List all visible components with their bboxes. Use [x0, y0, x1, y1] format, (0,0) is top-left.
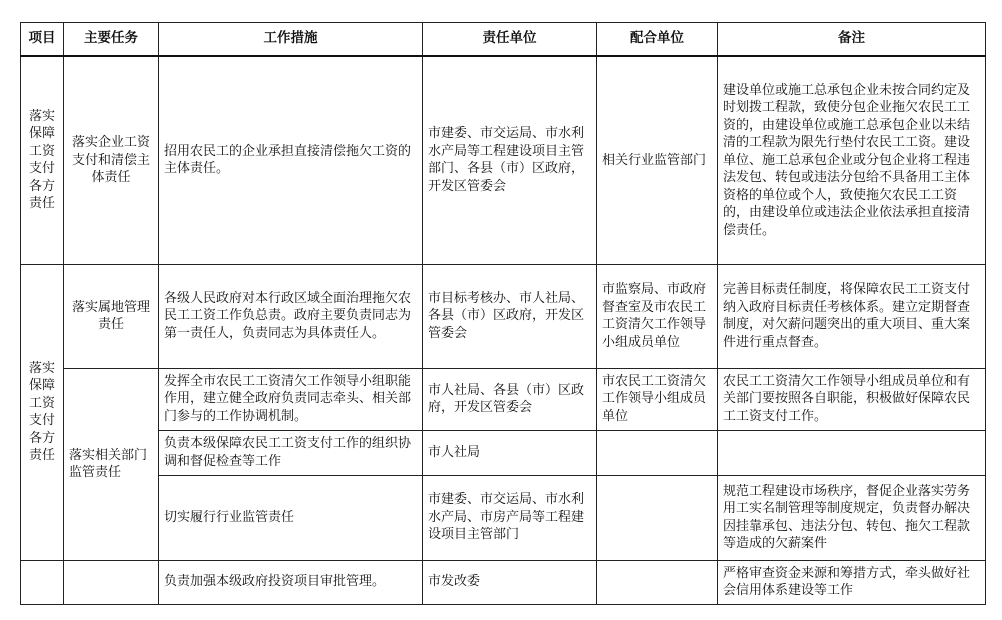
project-cell: 落实保障工资支付各方责任	[21, 56, 64, 264]
cooperating-unit-cell: 市农民工工资清欠工作领导小组成员单位	[597, 368, 718, 430]
header-cooperating-unit: 配合单位	[597, 23, 718, 57]
table-row	[21, 368, 986, 430]
task-cell: 落实企业工资支付和清偿主体责任	[64, 56, 159, 264]
table-row	[21, 56, 986, 264]
responsible-unit-cell: 市建委、市交运局、市水利水产局等工程建设项目主管部门、各县（市）区政府，开发区管委会	[423, 56, 597, 264]
cooperating-unit-cell: 相关行业监管部门	[597, 56, 718, 264]
header-row	[21, 23, 986, 57]
remark-cell: 严格审查资金来源和筹措方式，牵头做好社会信用体系建设等工作	[718, 560, 986, 604]
measure-cell: 负责加强本级政府投资项目审批管理。	[159, 560, 423, 604]
measure-cell: 切实履行行业监管责任	[159, 475, 423, 560]
cooperating-unit-cell	[597, 560, 718, 604]
responsible-unit-cell: 市发改委	[423, 560, 597, 604]
table-row	[21, 475, 986, 560]
header-project: 项目	[21, 23, 64, 57]
task-cell: 落实属地管理责任	[64, 264, 159, 368]
responsible-unit-cell: 市人社局、各县（市）区政府，开发区管委会	[423, 368, 597, 430]
project-cell	[21, 560, 64, 604]
measure-cell: 招用农民工的企业承担直接清偿拖欠工资的主体责任。	[159, 56, 423, 264]
cooperating-unit-cell	[597, 430, 718, 475]
remark-cell: 农民工工资清欠工作领导小组成员单位和有关部门要按照各自职能，积极做好保障农民工工资支付工作。	[718, 368, 986, 430]
remark-cell: 建设单位或施工总承包企业未按合同约定及时划拨工程款，致使分包企业拖欠农民工工资的，由建设单位或施工总承包企业以未结清的工程款为限先行垫付农民工工资。建设单位、施工总承包企业或分包企业将工程违法发包、转包或违法分包给不具备用工主体资格的单位或个人，致使拖欠农民工工资的，由建设单位或违法企业依法承担直接清偿责任。	[718, 56, 986, 264]
task-cell: 落实相关部门监管责任	[64, 368, 159, 560]
header-measures: 工作措施	[159, 23, 423, 57]
measure-cell: 负责本级保障农民工工资支付工作的组织协调和督促检查等工作	[159, 430, 423, 475]
policy-table	[20, 22, 986, 605]
remark-cell	[718, 430, 986, 475]
responsible-unit-cell: 市人社局	[423, 430, 597, 475]
measure-cell: 各级人民政府对本行政区域全面治理拖欠农民工工资工作负总责。政府主要负责同志为第一责任人，负责同志为具体责任人。	[159, 264, 423, 368]
table-row	[21, 430, 986, 475]
responsible-unit-cell: 市目标考核办、市人社局、各县（市）区政府，开发区管委会	[423, 264, 597, 368]
project-cell: 落实保障工资支付各方责任	[21, 264, 64, 560]
header-responsible-unit: 责任单位	[423, 23, 597, 57]
remark-cell: 完善目标责任制度，将保障农民工工资支付纳入政府目标责任考核体系。建立定期督查制度，对欠薪问题突出的重大项目、重大案件进行重点督查。	[718, 264, 986, 368]
cooperating-unit-cell: 市监察局、市政府督查室及市农民工工资清欠工作领导小组成员单位	[597, 264, 718, 368]
header-main-task: 主要任务	[64, 23, 159, 57]
responsible-unit-cell: 市建委、市交运局、市水利水产局、市房产局等工程建设项目主管部门	[423, 475, 597, 560]
header-remarks: 备注	[718, 23, 986, 57]
table-row	[21, 560, 986, 604]
remark-cell: 规范工程建设市场秩序，督促企业落实劳务用工实名制管理等制度规定，负责督办解决因挂靠承包、违法分包、转包、拖欠工程款等造成的欠薪案件	[718, 475, 986, 560]
measure-cell: 发挥全市农民工工资清欠工作领导小组职能作用，建立健全政府负责同志牵头、相关部门参与的工作协调机制。	[159, 368, 423, 430]
task-cell	[64, 560, 159, 604]
cooperating-unit-cell	[597, 475, 718, 560]
table-row	[21, 264, 986, 368]
